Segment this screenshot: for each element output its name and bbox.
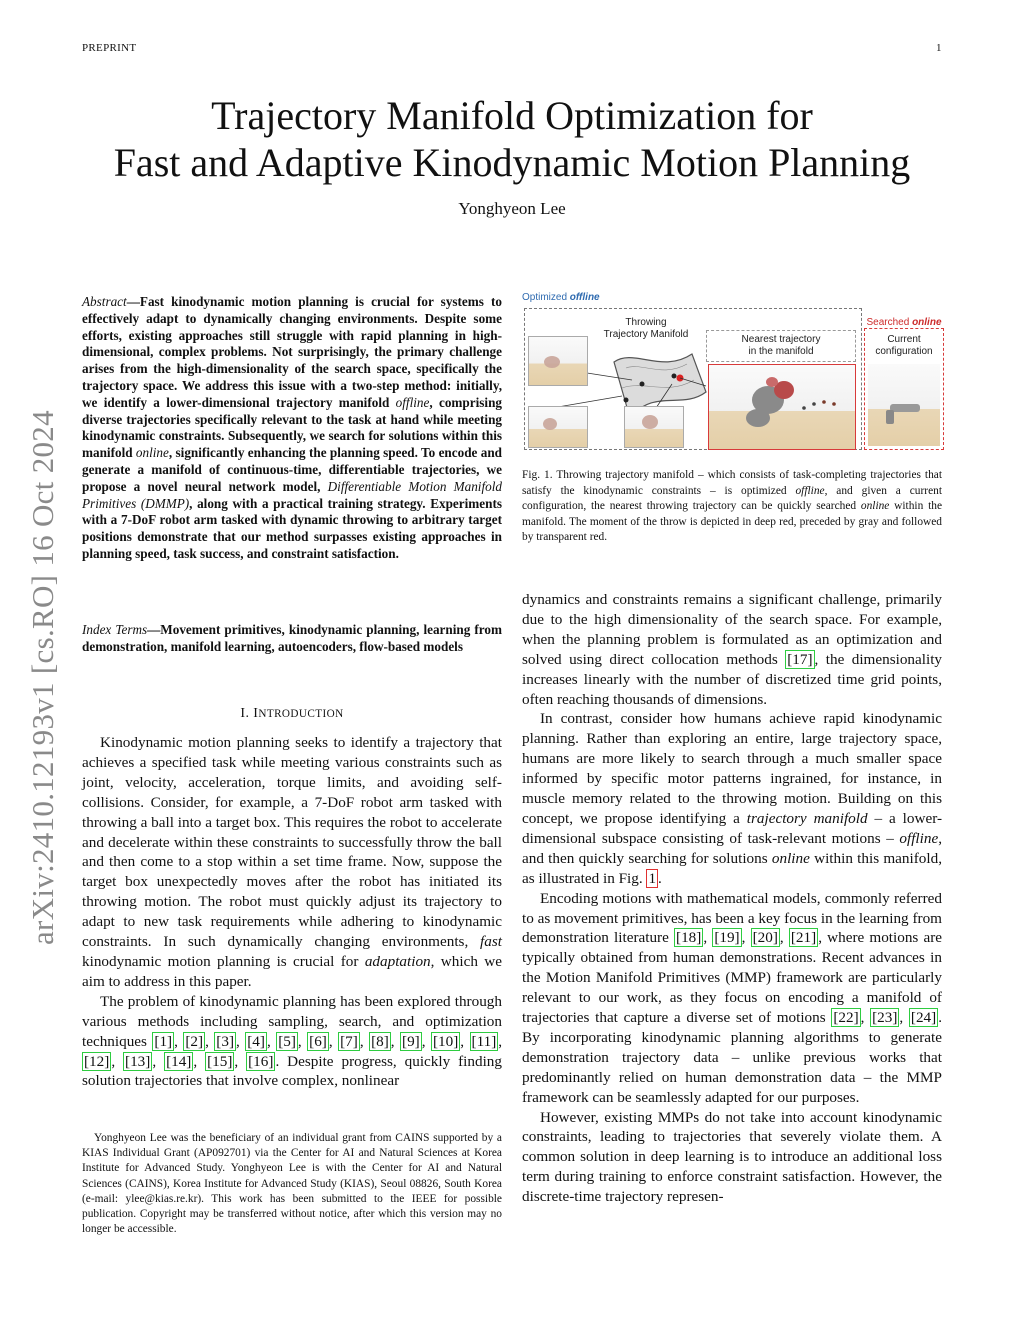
caption-offline: offline [795,484,825,497]
text: . By incorporating kinodynamic planning algorithms to generate demonstration trajectory data – unlike previous works that predominantly relied on human demonstration data – the MMP framework can be seamlessly adapted for our purposes. [522,1009,942,1106]
abstract-text: , along with a practical training strategy. Experiments with a 7-DoF robot arm tasked with dynamic throwing to arbitrary target positions demonstrate that our method surpasses existing approaches in planning speed, task success, and constraint satisfaction. [82,495,502,561]
text: , where motions are typically obtained from human demonstrations. Recent advances in the Motion Manifold Primitives (MMP) framework are particularly relevant to our work, as they focus on encoding a manifold of trajectories that capture a diverse set of motions [522,929,943,1027]
abstract-text: , comprising diverse trajectories specifically relevant to the task at hand while meeting kinodynamic constraints. Subsequently, we search for solutions within this manifold [82,394,502,461]
arxiv-stamp: arXiv:2410.12193v1 [cs.RO] 16 Oct 2024 [25,410,60,945]
emphasis-trajectory-manifold: trajectory manifold [746,809,868,827]
robot-blob [746,409,770,427]
right-paragraph-2 [522,709,942,888]
citation-link[interactable]: [1] [154,1032,173,1050]
ball [832,402,836,406]
citation-link[interactable]: [7] [340,1032,358,1050]
citation-link[interactable]: [6] [309,1032,327,1050]
robot-base-current [886,410,894,424]
emphasis-fast: fast [480,933,502,951]
section-first-letter: I [253,706,259,721]
text: , and then quickly searching for solutions [522,829,942,867]
emphasis-offline: offline [899,829,939,847]
abstract-dmmp: Differentiable Motion Manifold Primitives (DMMP) [82,478,502,511]
manifold-label-2: Trajectory Manifold [603,329,689,340]
text: within this manifold, as illustrated in Fig. [522,849,942,887]
current-label-1: Current [887,334,921,345]
citation-link[interactable]: [9] [402,1032,420,1050]
robot-arm-current [890,404,920,412]
title-line-2: Fast and Adaptive Kinodynamic Motion Planning [113,140,911,185]
footnote-text: Yonghyeon Lee was the beneficiary of an individual grant from CAINS supported by a KIAS Individual Grant (AP092701) via the Center for AI and Natural Sciences at Korea Institute for Advanced Study. Yonghyeon Lee is with the Center for AI and Natural Sciences (CAINS), Korea Institute for Advanced Study (KIAS), Seoul 08826, South Korea (e-mail: ylee@kias.re.kr). This work has been submitted to the IEEE for possible publication. Copyright may be transferred without notice, after which this version may no longer be accessible. [82,1132,502,1236]
caption-text: within the manifold. The moment of the throw is depicted in deep red, preceded by gray and followed by transparent red. [522,500,942,544]
text: kinodynamic motion planning is crucial for [82,952,365,970]
citation-link[interactable]: [2] [185,1032,204,1050]
section-heading [82,706,502,722]
running-header: PREPRINT [82,42,137,54]
abstract [82,294,502,563]
robot-blob [642,415,658,429]
abstract-text: —Fast kinodynamic motion planning is crucial for systems to effectively adapt to dynamically changing environments. Despite some efforts, existing approaches still struggle with rapid planning in high-dimensional, complex problems. Not surprisingly, the primary challenge arises from the high-dimensionality of the search space, specifically the trajectory space. We address this issue with a two-step method: initially, we identify a lower-dimensional trajectory manifold [82,294,502,410]
citation-link[interactable]: [10] [432,1032,459,1050]
text: dynamics and constraints remains a significant challenge, primarily due to the high dimensionality of the search space. For example, when the planning problem is formulated as an optimization and solved using direct collocation methods [522,591,942,668]
citation-link[interactable]: [20] [752,929,778,947]
caption-label: Fig. 1. [522,469,553,481]
citation-link[interactable]: [22] [833,1009,859,1027]
robot-blob-red [766,377,778,387]
manifold-label-1: Throwing [625,317,667,328]
robot-blob [543,418,557,430]
caption-online: online [860,500,890,513]
emphasis-online: online [771,849,810,867]
current-label-2: configuration [875,346,933,357]
text: . [658,869,662,887]
citation-link[interactable]: [13] [125,1052,151,1070]
text: Encoding motions with mathematical models, commonly referred to as movement primitives, has been a key focus in the learning from demonstration literature [522,889,942,947]
nearest-label-1: Nearest trajectory [741,334,821,345]
right-paragraph-3: Encoding motions with mathematical models, commonly referred to as movement primitives, has been a key focus in the learning from demonstration literature [18] , [19] , [20] , [21] , where motions are typically obtained from human demonstrations. Recent advances in the Motion Manifold Primitives (MMP) framework are particularly relevant to our work, as they focus on encoding a manifold of trajectories that capture a diverse set of motions [22] , [23] , [24] . By incorporating kinodynamic planning algorithms to generate demonstration trajectory data – unlike previous works that predominantly relied on human demonstration data – the MMP framework can be seamlessly adapted for our purposes. [522,889,943,1106]
abstract-label: Abstract [82,294,127,309]
citation-link[interactable]: [5] [278,1032,296,1050]
abstract-text: , significantly enhancing the planning speed. To encode and generate a manifold of continuous-time, differentiable trajectories, we propose a novel neural network model, [82,445,503,494]
caption-text: , and given a current configuration, the nearest throwing trajectory can be quickly searched [522,484,942,513]
text: Kinodynamic motion planning seeks to identify a trajectory that achieves a specified task while meeting various constraints such as joint, velocity, acceleration, torque limits, and avoiding self-collisions. Consider, for example, a 7-DoF robot arm tasked with throwing a ball into a target box. This requires the robot to accelerate and decelerate within these constraints to successfully throw the ball and then come to a stop within a set time frame. Now, suppose the target box unexpectedly moves after the robot has initiated its throwing motion. The robot must quickly adjust its trajectory to adapt to new task requirements while adhering to kinodynamic constraints. In such dynamically changing environments, [82,734,502,951]
intro-paragraph-2: The problem of kinodynamic planning has been explored through various methods including sampling, search, and optimization techniques [1] , [2] , [3] , [4] , [5] , [6] , [7] , [8] , [9] , [10] , [11] , [12] , [13] , [14] , [15] , [16] . Despite progress, quickly finding solution trajectories that involve complex, nonlinear [82,992,503,1090]
figure-1 [522,292,946,452]
searched-text: Searched [866,317,913,328]
section-numeral: I. [240,706,254,721]
index-terms [82,622,502,656]
index-terms-text: —Movement primitives, kinodynamic planning, learning from demonstration, manifold learning, autoencoders, flow-based models [82,622,502,654]
optimized-em: offline [569,292,600,303]
citation-link[interactable]: [24] [910,1009,937,1027]
abstract-online: online [135,445,169,461]
citation-link[interactable]: [21] [790,929,817,947]
intro-right-column [522,590,942,1207]
text: The problem of kinodynamic planning has been explored through various methods including sampling, search, and optimization techniques [82,992,502,1050]
searched-em: online [912,317,942,328]
citation-link[interactable]: [19] [714,929,740,947]
citation-link[interactable]: [16] [248,1052,274,1070]
right-paragraph-4: However, existing MMPs do not take into account kinodynamic constraints, leading to trajectories that severely violate them. A common solution in deep learning is to introduce an additional loss term during training to enforce constraint satisfaction. However, the discrete-time trajectory represen- [522,1108,942,1206]
title-line-1: Trajectory Manifold Optimization for [211,93,813,138]
intro-paragraph-1 [82,733,502,992]
figure-link[interactable]: 1 [648,869,657,887]
robot-sketches [522,292,946,452]
text: . Despite progress, quickly finding solution trajectories that involve complex, nonlinear [82,1052,502,1090]
citation-link[interactable]: [4] [247,1032,265,1050]
emphasis-adaptation: adaptation [364,952,431,970]
citation-link[interactable]: [8] [371,1032,389,1050]
ball [812,402,816,406]
figure-caption [522,468,942,546]
text: – a lower-dimensional subspace consisting of task-relevant motions – [522,809,943,847]
caption-text: Throwing trajectory manifold – which consists of task-completing trajectories that satisfy the kinodynamic constraints – is optimized [522,469,943,497]
text: , the dimensionality increases linearly with the number of discretized time grid points, often reaching thousands of dimensions. [522,650,943,708]
ball [802,406,806,410]
paper-title [0,92,1024,186]
nearest-label-2: in the manifold [748,346,814,357]
citation-link[interactable]: [15] [207,1052,233,1070]
text: , which we aim to address in this paper. [82,952,502,990]
page-number: 1 [936,42,942,54]
citation-link[interactable]: [23] [872,1009,898,1027]
abstract-offline: offline [395,394,430,410]
citation-link[interactable]: [14] [166,1052,192,1070]
ball [822,400,826,404]
citation-link[interactable]: [11] [471,1032,497,1050]
citation-link[interactable]: [18] [676,929,702,947]
author: Yonghyeon Lee [458,199,566,218]
section-rest: NTRODUCTION [258,708,344,720]
index-terms-label: Index Terms [82,622,148,637]
right-paragraph-1 [522,590,942,709]
intro-left-column [82,733,502,1091]
robot-blob [544,356,560,368]
citation-link[interactable]: [3] [216,1032,235,1050]
footnote [82,1131,502,1237]
citation-link[interactable]: [17] [787,650,813,668]
citation-link[interactable]: [12] [84,1052,110,1070]
text: In contrast, consider how humans achieve rapid kinodynamic planning. Rather than exploring an entire, large trajectory space, humans are more likely to search through a much smaller space informed by specific motor patterns ingrained, for instance, in muscle memory related to the throwing motion. Building on this concept, we propose identifying a [522,710,942,827]
optimized-text: Optimized [522,292,570,303]
